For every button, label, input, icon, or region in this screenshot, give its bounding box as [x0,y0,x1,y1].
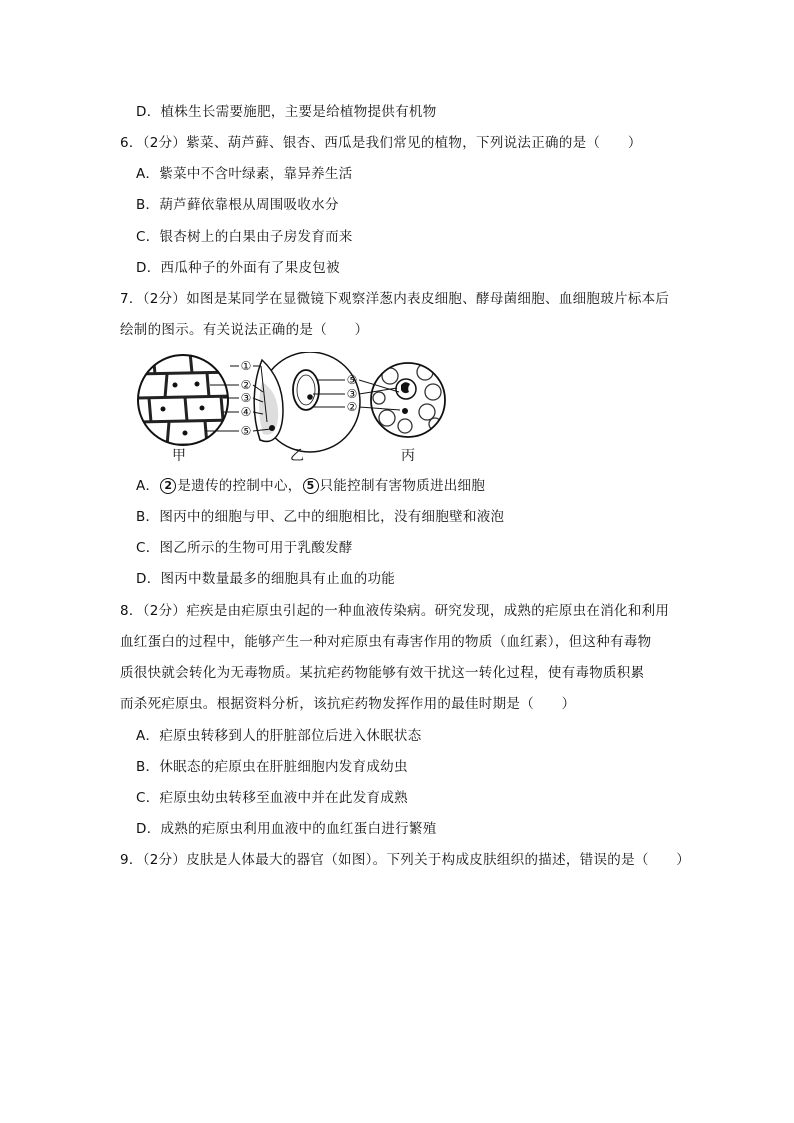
q8-stem-line3: 质很快就会转化为无毒物质。某抗疟药物能够有效干扰这一转化过程，使有毒物质积累 [120,665,645,681]
q7-option-c: C．图乙所示的生物可用于乳酸发酵 [136,540,353,556]
q8-option-c: C．疟原虫幼虫转移至血液中并在此发育成熟 [136,790,408,806]
q6-option-d: D．西瓜种子的外面有了果皮包被 [136,260,340,276]
yi-marker-2: ② [346,400,358,414]
yi-marker-5: ⑤ [346,373,358,387]
jia-onion-cells [135,352,235,446]
q6-stem: 6．（2分）紫菜、葫芦藓、银杏、西瓜是我们常见的植物，下列说法正确的是（ ） [120,135,642,151]
jia-marker-4: ④ [240,405,252,419]
jia-marker-2: ② [240,378,252,392]
label-jia: 甲 [172,448,186,464]
jia-marker-5: ⑤ [240,424,252,438]
q8-stem-line2: 血红蛋白的过程中，能够产生一种对疟原虫有毒害作用的物质（血红素），但这种有毒物 [120,634,652,650]
q8-option-a: A．疟原虫转移到人的肝脏部位后进入休眠状态 [136,728,422,744]
q8-stem-line4: 而杀死疟原虫。根据资料分析，该抗疟药物发挥作用的最佳时期是（ ） [120,696,576,712]
jia-cell-nucleus [269,425,275,431]
label-yi: 乙 [290,448,304,464]
q5-option-d: D．植株生长需要施肥，主要是给植物提供有机物 [136,104,437,120]
yi-marker-3: ③ [346,387,358,401]
q8-option-d: D．成熟的疟原虫利用血液中的血红蛋白进行繁殖 [136,821,437,837]
q7-option-a [136,476,684,496]
q7-option-b: B．图丙中的细胞与甲、乙中的细胞相比，没有细胞壁和液泡 [136,509,505,525]
jia-marker-3: ③ [240,391,252,405]
q8-option-b: B．休眠态的疟原虫在肝脏细胞内发育成幼虫 [136,759,408,775]
q6-option-a: A．紫菜中不含叶绿素，靠异养生活 [136,166,353,182]
label-bing: 丙 [401,448,415,464]
q7-option-a-prefix: A． [136,478,160,494]
q6-option-c: C．银杏树上的白果由子房发育而来 [136,229,353,245]
q9-stem: 9．（2分）皮肤是人体最大的器官（如图）。下列关于构成皮肤组织的描述，错误的是（ ） [120,852,691,868]
bing-blood-cells [371,363,445,437]
circled-number-2: 2 [160,478,176,494]
circled-number-5: 5 [303,478,319,494]
q7-option-a-suffix: 只能控制有害物质进出细胞 [319,478,486,494]
q7-cell-figure [135,352,455,467]
q7-stem-line2: 绘制的图示。有关说法正确的是（ ） [120,322,369,338]
q7-option-a-mid: 是遗传的控制中心， [177,478,302,494]
q7-stem-line1: 7．（2分）如图是某同学在显微镜下观察洋葱内表皮细胞、酵母菌细胞、血细胞玻片标本后 [120,291,670,307]
q7-option-d: D．图丙中数量最多的细胞具有止血的功能 [136,571,396,587]
q8-stem-line1: 8．（2分）疟疾是由疟原虫引起的一种血液传染病。研究发现，成熟的疟原虫在消化和利用 [120,603,670,619]
jia-marker-1: ① [240,359,252,373]
q6-option-b: B．葫芦藓依靠根从周围吸收水分 [136,197,339,213]
